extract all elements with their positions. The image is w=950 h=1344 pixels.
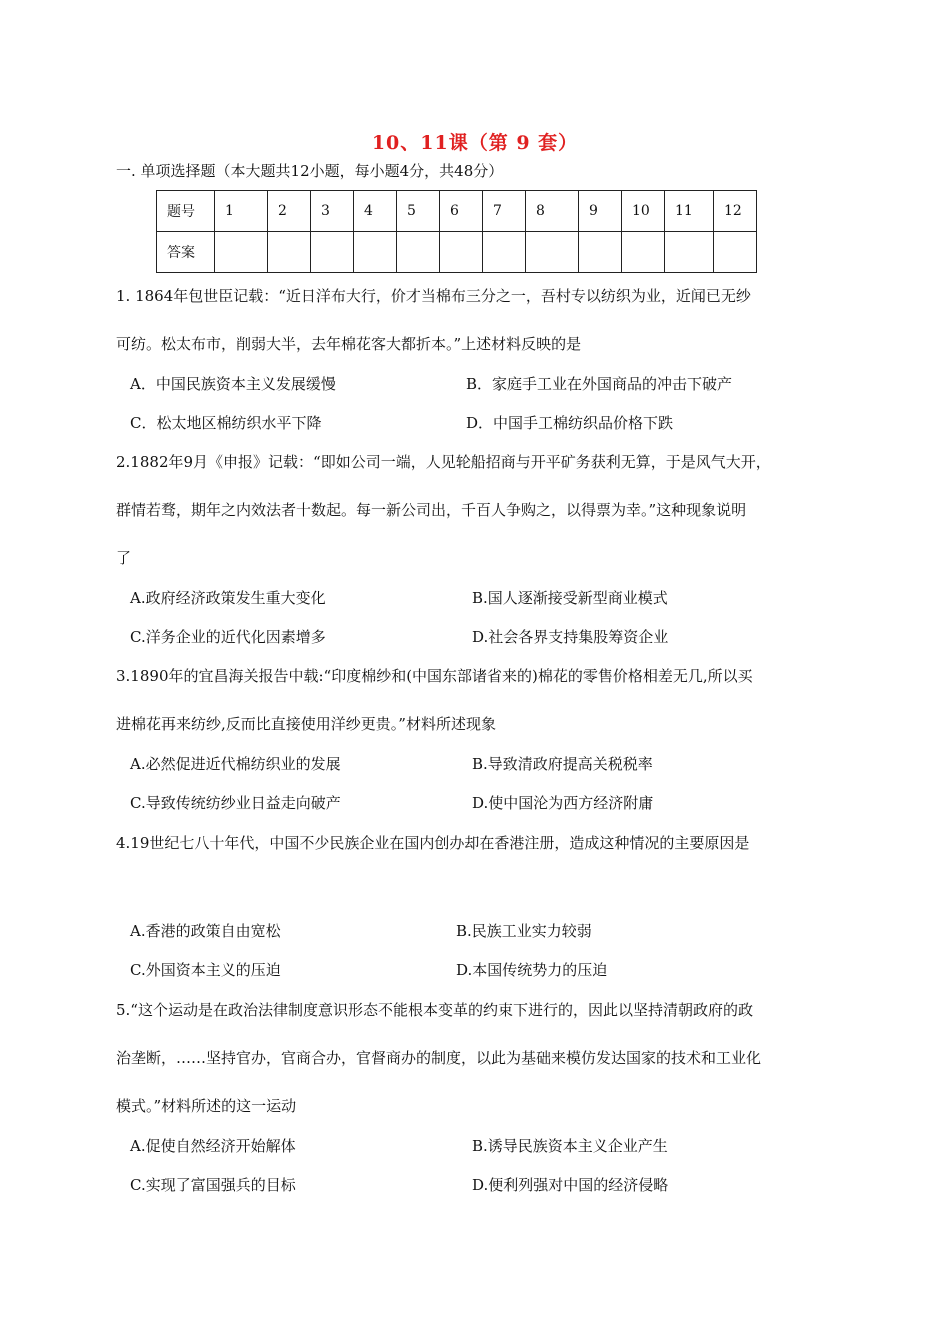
- answer-cell[interactable]: [622, 232, 665, 273]
- question-2-option-a[interactable]: A.政府经济政策发生重大变化: [130, 589, 326, 607]
- question-2-option-b[interactable]: B.国人逐渐接受新型商业模式: [472, 589, 668, 607]
- answer-cell[interactable]: [483, 232, 526, 273]
- answer-cell[interactable]: [526, 232, 579, 273]
- answer-cell[interactable]: [215, 232, 268, 273]
- question-1-line-1: 1. 1864年包世臣记载：“近日洋布大行，价才当棉布三分之一，吾村专以纺织为业，近闻已无纱: [116, 287, 751, 305]
- row-label-answer: 答案: [157, 232, 215, 273]
- question-5-option-c[interactable]: C.实现了富国强兵的目标: [130, 1176, 296, 1194]
- question-number-cell: 7: [483, 191, 526, 232]
- question-5-option-a[interactable]: A.促使自然经济开始解体: [130, 1137, 296, 1155]
- question-3-option-d[interactable]: D.使中国沦为西方经济附庸: [472, 794, 654, 812]
- question-number-cell: 12: [714, 191, 757, 232]
- question-2-option-c[interactable]: C.洋务企业的近代化因素增多: [130, 628, 326, 646]
- question-number-cell: 9: [579, 191, 622, 232]
- question-number-cell: 3: [311, 191, 354, 232]
- answer-row: [157, 232, 757, 273]
- question-number-cell: 11: [665, 191, 714, 232]
- question-3-option-a[interactable]: A.必然促进近代棉纺织业的发展: [130, 755, 341, 773]
- question-4-line-1: 4.19世纪七八十年代，中国不少民族企业在国内创办却在香港注册，造成这种情况的主要原因是: [116, 834, 750, 852]
- question-2-line-3: 了: [116, 549, 132, 567]
- question-5-line-3: 模式。”材料所述的这一运动: [116, 1097, 297, 1115]
- answer-cell[interactable]: [440, 232, 483, 273]
- question-5-option-d[interactable]: D.便利列强对中国的经济侵略: [472, 1176, 669, 1194]
- question-5-line-2: 治垄断，……坚持官办，官商合办，官督商办的制度，以此为基础来模仿发达国家的技术和工业化: [116, 1049, 762, 1067]
- question-5-option-b[interactable]: B.诱导民族资本主义企业产生: [472, 1137, 668, 1155]
- question-number-cell: 6: [440, 191, 483, 232]
- question-3-option-b[interactable]: B.导致清政府提高关税税率: [472, 755, 653, 773]
- row-label-number: 题号: [157, 191, 215, 232]
- question-number-cell: 4: [354, 191, 397, 232]
- answer-cell[interactable]: [354, 232, 397, 273]
- question-number-cell: 8: [526, 191, 579, 232]
- section-heading: 一. 单项选择题（本大题共12小题，每小题4分，共48分）: [116, 162, 504, 180]
- answer-cell[interactable]: [311, 232, 354, 273]
- answer-table: [156, 190, 757, 273]
- question-number-cell: 2: [268, 191, 311, 232]
- page-title: 10、11课（第 9 套）: [371, 132, 579, 154]
- question-1-option-d[interactable]: D．中国手工棉纺织品价格下跌: [466, 414, 674, 432]
- question-5-line-1: 5.“这个运动是在政治法律制度意识形态不能根本变革的约束下进行的，因此以坚持清朝政府的政: [116, 1001, 753, 1019]
- question-1-option-c[interactable]: C．松太地区棉纺织水平下降: [130, 414, 322, 432]
- question-number-cell: 1: [215, 191, 268, 232]
- question-4-option-d[interactable]: D.本国传统势力的压迫: [456, 961, 608, 979]
- question-2-line-1: 2.1882年9月《申报》记载：“即如公司一端，人见轮船招商与开平矿务获利无算，于是风气大开，: [116, 453, 771, 471]
- question-1-option-b[interactable]: B．家庭手工业在外国商品的冲击下破产: [466, 375, 733, 393]
- question-3-line-2: 进棉花再来纺纱,反而比直接使用洋纱更贵。”材料所述现象: [116, 715, 496, 733]
- answer-cell[interactable]: [579, 232, 622, 273]
- question-2-option-d[interactable]: D.社会各界支持集股筹资企业: [472, 628, 669, 646]
- question-4-option-b[interactable]: B.民族工业实力较弱: [456, 922, 592, 940]
- question-number-row: [157, 191, 757, 232]
- answer-cell[interactable]: [397, 232, 440, 273]
- question-1-line-2: 可纺。松太布市，削弱大半，去年棉花客大都折本。”上述材料反映的是: [116, 335, 582, 353]
- question-number-cell: 10: [622, 191, 665, 232]
- question-3-line-1: 3.1890年的宜昌海关报告中载:“印度棉纱和(中国东部诸省来的)棉花的零售价格相差无几,所以买: [116, 667, 753, 685]
- answer-cell[interactable]: [714, 232, 757, 273]
- question-4-option-c[interactable]: C.外国资本主义的压迫: [130, 961, 281, 979]
- question-4-option-a[interactable]: A.香港的政策自由宽松: [130, 922, 281, 940]
- question-1-option-a[interactable]: A．中国民族资本主义发展缓慢: [130, 375, 336, 393]
- question-number-cell: 5: [397, 191, 440, 232]
- question-2-line-2: 群情若骛，期年之内效法者十数起。每一新公司出，千百人争购之，以得票为幸。”这种现象说明: [116, 501, 747, 519]
- answer-cell[interactable]: [665, 232, 714, 273]
- answer-cell[interactable]: [268, 232, 311, 273]
- question-3-option-c[interactable]: C.导致传统纺纱业日益走向破产: [130, 794, 341, 812]
